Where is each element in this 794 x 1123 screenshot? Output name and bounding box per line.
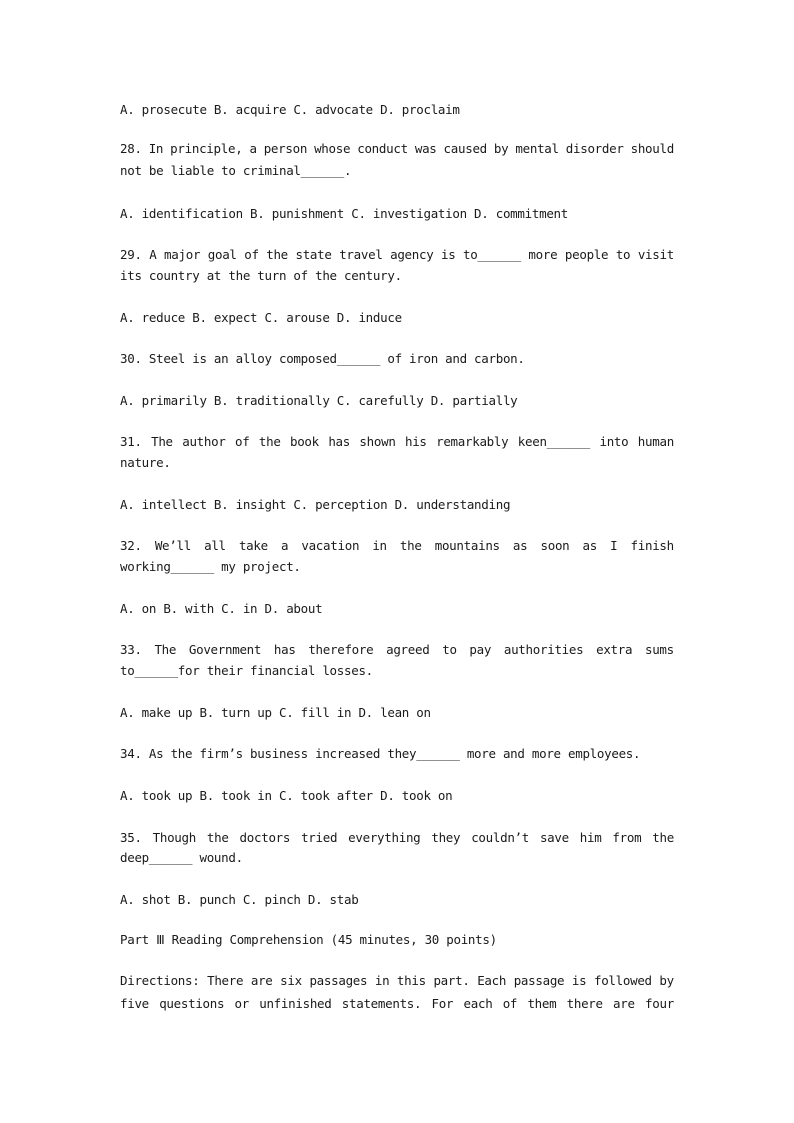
question-32-cont — [120, 556, 674, 577]
directions-line: Directions: There are six passages in this part. Each passage is followed by — [120, 973, 674, 988]
directions — [120, 970, 674, 991]
q35-options — [120, 889, 674, 910]
question-line: 32. We’ll all take a vacation in the mountains as soon as I finish — [120, 538, 674, 553]
options-line: A. identification B. punishment C. investigation D. commitment — [120, 206, 568, 221]
q30-options — [120, 390, 674, 411]
question-33-cont — [120, 660, 674, 681]
question-33 — [120, 639, 674, 660]
question-line: 35. Though the doctors tried everything they couldn’t save him from the — [120, 830, 674, 845]
question-line: 29. A major goal of the state travel agency is to______ more people to visit — [120, 247, 674, 262]
question-34 — [120, 743, 674, 764]
question-line: 34. As the firm’s business increased they______ more and more employees. — [120, 746, 641, 761]
question-31-cont — [120, 452, 674, 473]
directions-cont — [120, 993, 674, 1014]
heading-line: Part Ⅲ Reading Comprehension (45 minutes, 30 points) — [120, 932, 497, 947]
question-29-cont — [120, 265, 674, 286]
options-line: A. shot B. punch C. pinch D. stab — [120, 892, 359, 907]
question-line: not be liable to criminal______. — [120, 163, 352, 178]
options-line: A. primarily B. traditionally C. carefully D. partially — [120, 393, 518, 408]
options-line: A. reduce B. expect C. arouse D. induce — [120, 310, 402, 325]
section-heading — [120, 929, 674, 950]
question-line: 28. In principle, a person whose conduct was caused by mental disorder should — [120, 141, 674, 156]
question-line: to______for their financial losses. — [120, 663, 373, 678]
q27-options — [120, 99, 674, 120]
question-line: deep______ wound. — [120, 850, 243, 865]
options-line: A. prosecute B. acquire C. advocate D. proclaim — [120, 102, 460, 117]
directions-line: five questions or unfinished statements. For each of them there are four — [120, 996, 674, 1011]
question-35-cont — [120, 847, 674, 868]
options-line: A. make up B. turn up C. fill in D. lean on — [120, 705, 431, 720]
q32-options — [120, 598, 674, 619]
question-line: 31. The author of the book has shown his remarkably keen______ into human — [120, 434, 674, 449]
question-line: nature. — [120, 455, 171, 470]
q28-options — [120, 203, 674, 224]
q34-options — [120, 785, 674, 806]
question-29 — [120, 244, 674, 265]
question-line: working______ my project. — [120, 559, 301, 574]
question-line: its country at the turn of the century. — [120, 268, 402, 283]
question-31 — [120, 431, 674, 452]
q29-options — [120, 307, 674, 328]
options-line: A. took up B. took in C. took after D. took on — [120, 788, 453, 803]
question-30 — [120, 348, 674, 369]
question-32 — [120, 535, 674, 556]
question-line: 30. Steel is an alloy composed______ of iron and carbon. — [120, 351, 525, 366]
question-35 — [120, 827, 674, 848]
question-28 — [120, 138, 674, 159]
q33-options — [120, 702, 674, 723]
options-line: A. on B. with C. in D. about — [120, 601, 323, 616]
question-28-cont — [120, 160, 674, 181]
question-line: 33. The Government has therefore agreed to pay authorities extra sums — [120, 642, 674, 657]
q31-options — [120, 494, 674, 515]
options-line: A. intellect B. insight C. perception D. understanding — [120, 497, 511, 512]
